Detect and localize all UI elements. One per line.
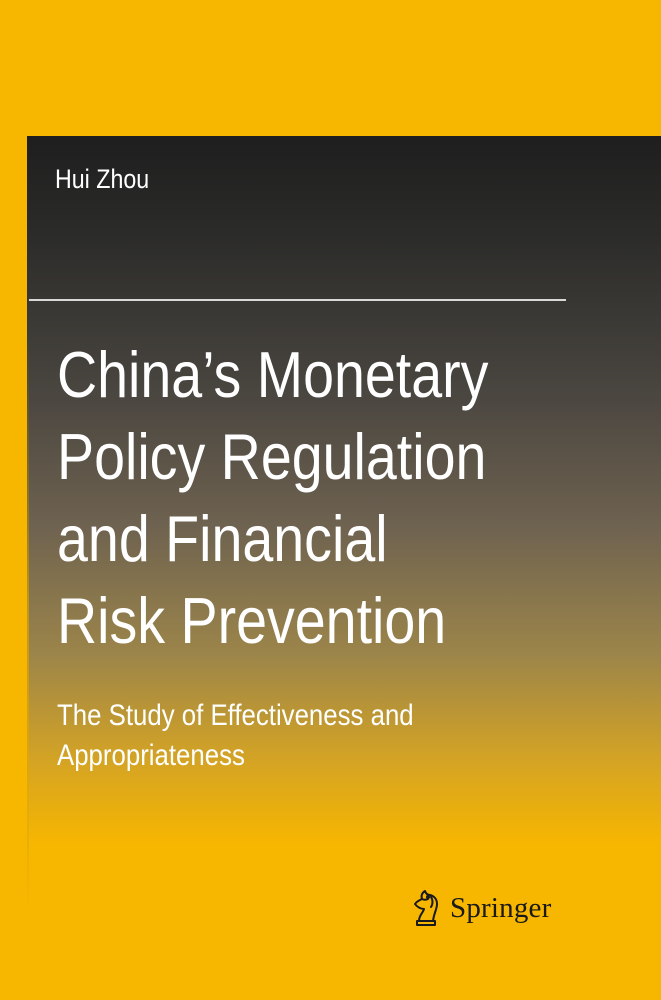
book-title	[57, 334, 587, 662]
divider-rule	[29, 299, 566, 301]
title-line-1: China’s Monetary	[57, 338, 489, 411]
publisher-mark	[407, 886, 551, 930]
title-line-4: Risk Prevention	[57, 584, 447, 657]
subtitle-line-2: Appropriateness	[57, 739, 245, 772]
author-name: Hui Zhou	[55, 164, 150, 194]
title-line-2: Policy Regulation	[57, 420, 487, 493]
publisher-name: Springer	[450, 891, 552, 924]
title-line-3: and Financial	[57, 502, 388, 575]
springer-horse-icon	[407, 887, 445, 929]
subtitle-line-1: The Study of Effectiveness and	[57, 699, 414, 732]
book-subtitle	[57, 696, 539, 776]
